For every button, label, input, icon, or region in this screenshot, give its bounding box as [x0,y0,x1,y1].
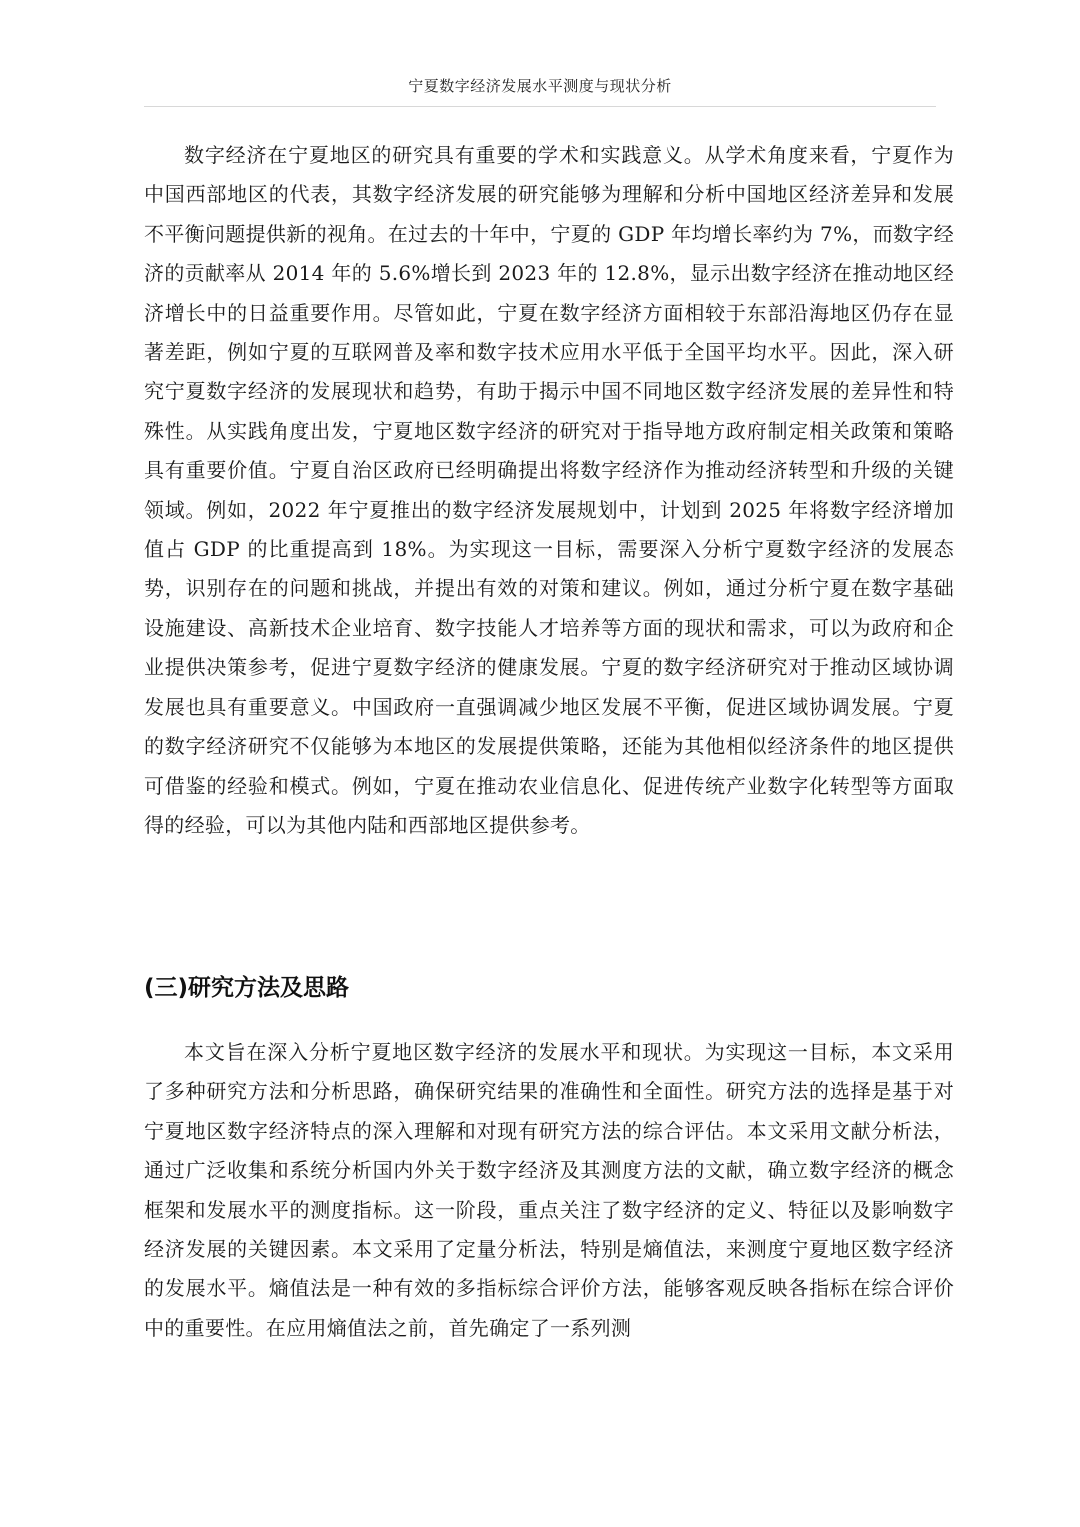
header-divider [144,106,936,107]
section-heading: (三)研究方法及思路 [144,975,350,1001]
section-paragraph: 本文旨在深入分析宁夏地区数字经济的发展水平和现状。为实现这一目标，本文采用了多种研究方法和分析思路，确保研究结果的准确性和全面性。研究方法的选择是基于对宁夏地区数字经济特点的深入理解和对现有研究方法的综合评估。本文采用文献分析法，通过广泛收集和系统分析国内外关于数字经济及其测度方法的文献，确立数字经济的概念框架和发展水平的测度指标。这一阶段，重点关注了数字经济的定义、特征以及影响数字经济发展的关键因素。本文采用了定量分析法，特别是熵值法，来测度宁夏地区数字经济的发展水平。熵值法是一种有效的多指标综合评价方法，能够客观反映各指标在综合评价中的重要性。在应用熵值法之前，首先确定了一系列测 [144,1040,954,1340]
body-paragraph: 数字经济在宁夏地区的研究具有重要的学术和实践意义。从学术角度来看，宁夏作为中国西部地区的代表，其数字经济发展的研究能够为理解和分析中国地区经济差异和发展不平衡问题提供新的视角。在过去的十年中，宁夏的 GDP 年均增长率约为 7%，而数字经济的贡献率从 2014 年的 5.6%增长到 2023 年的 12.8%，显示出数字经济在推动地区经济增长中的日益重要作用。尽管如此，宁夏在数字经济方面相较于东部沿海地区仍存在显著差距，例如宁夏的互联网普及率和数字技术应用水平低于全国平均水平。因此，深入研究宁夏数字经济的发展现状和趋势，有助于揭示中国不同地区数字经济发展的差异性和特殊性。从实践角度出发，宁夏地区数字经济的研究对于指导地方政府制定相关政策和策略具有重要价值。宁夏自治区政府已经明确提出将数字经济作为推动经济转型和升级的关键领域。例如，2022 年宁夏推出的数字经济发展规划中，计划到 2025 年将数字经济增加值占 GDP 的比重提高到 18%。为实现这一目标，需要深入分析宁夏数字经济的发展态势，识别存在的问题和挑战，并提出有效的对策和建议。例如，通过分析宁夏在数字基础设施建设、高新技术企业培育、数字技能人才培养等方面的现状和需求，可以为政府和企业提供决策参考，促进宁夏数字经济的健康发展。宁夏的数字经济研究对于推动区域协调发展也具有重要意义。中国政府一直强调减少地区发展不平衡，促进区域协调发展。宁夏的数字经济研究不仅能够为本地区的发展提供策略，还能为其他相似经济条件的地区提供可借鉴的经验和模式。例如，宁夏在推动农业信息化、促进传统产业数字化转型等方面取得的经验，可以为其他内陆和西部地区提供参考。 [144,143,954,837]
running-header-title: 宁夏数字经济发展水平测度与现状分析 [408,77,672,95]
